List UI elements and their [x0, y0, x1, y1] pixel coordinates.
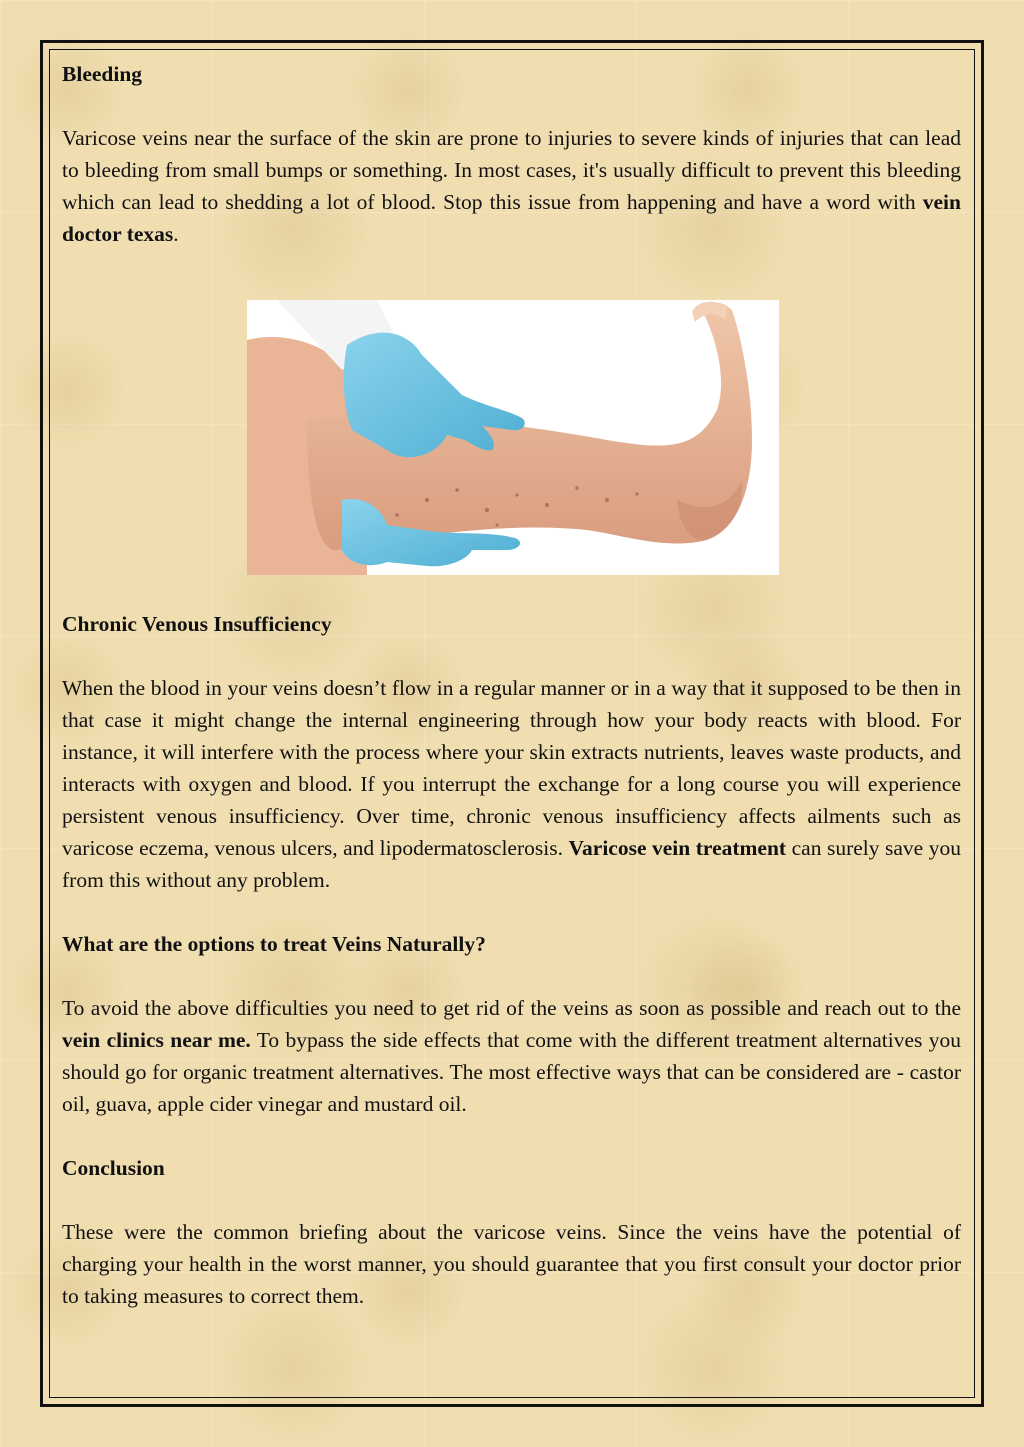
leg-examination-photo: [247, 300, 779, 575]
paragraph-bleeding: [62, 122, 961, 250]
link-vein-doctor-texas: vein doctor texas: [62, 190, 961, 246]
paragraph-text: To avoid the above difficulties you need to get rid of the veins as soon as possible and reach out to the: [62, 996, 961, 1020]
paragraph-text: can surely save you from this without any problem.: [62, 836, 961, 892]
paragraph-chronic-venous-insufficiency: [62, 672, 961, 896]
paragraph-text: When the blood in your veins doesn’t flow in a regular manner or in a way that it supposed to be then in that case it might change the internal engineering through how your body reacts with blood. For instance, it will interfere with the process where your skin extracts nutrients, leaves waste products, and interacts with oxygen and blood. If you interrupt the exchange for a long course you will experience persistent venous insufficiency. Over time, chronic venous insufficiency affects ailments such as varicose eczema, venous ulcers, and lipodermatosclerosis.: [62, 676, 961, 860]
link-vein-clinics-near-me: vein clinics near me.: [62, 1028, 251, 1052]
paragraph-text: Varicose veins near the surface of the skin are prone to injuries to severe kinds of injuries that can lead to bleeding from small bumps or something. In most cases, it's usually difficult to prevent this bleeding which can lead to shedding a lot of blood. Stop this issue from happening and have a word with: [62, 126, 961, 214]
heading-treat-veins-naturally: What are the options to treat Veins Naturally?: [62, 932, 486, 956]
link-varicose-vein-treatment: Varicose vein treatment: [568, 836, 787, 860]
paragraph-conclusion: These were the common briefing about the varicose veins. Since the veins have the potential of charging your health in the worst manner, you should guarantee that you first consult your doctor prior to taking measures to correct them.: [62, 1220, 961, 1308]
heading-bleeding: Bleeding: [62, 62, 143, 86]
heading-chronic-venous-insufficiency: Chronic Venous Insufficiency: [62, 612, 332, 636]
paragraph-text: To bypass the side effects that come with the different treatment alternatives you should go for organic treatment alternatives. The most effective ways that can be considered are - castor oil, guava, apple cider vinegar and mustard oil.: [62, 1028, 961, 1116]
paragraph-text: .: [173, 222, 179, 246]
document-body: [62, 58, 961, 1312]
paragraph-treat-veins-naturally: [62, 992, 961, 1120]
heading-conclusion: Conclusion: [62, 1156, 165, 1180]
